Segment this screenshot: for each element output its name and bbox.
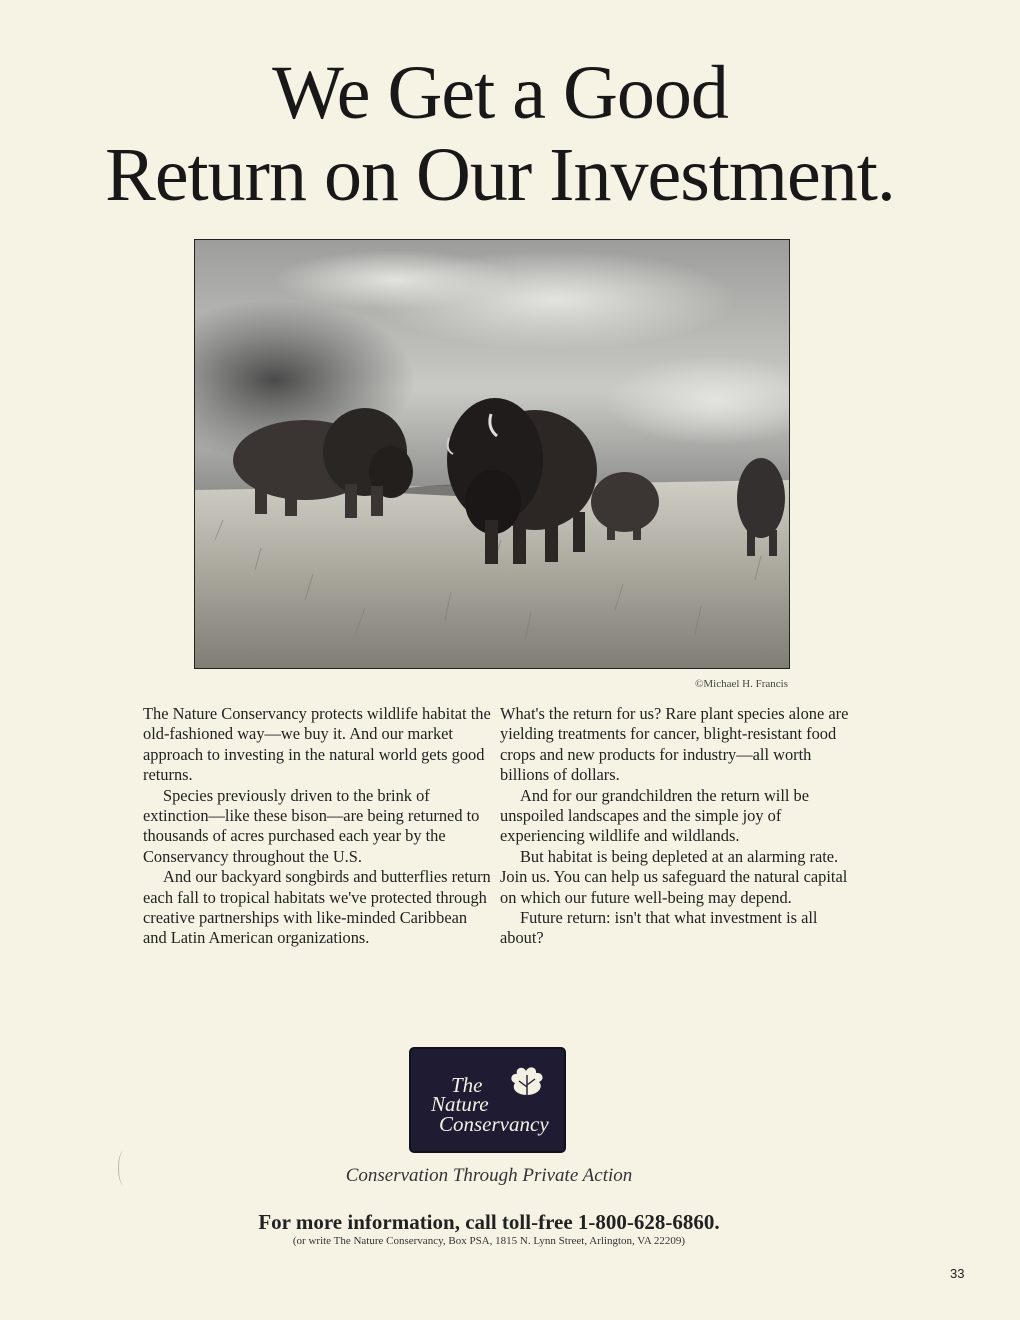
logo-line-conservancy: Conservancy — [439, 1112, 549, 1136]
contact-line: For more information, call toll-free 1-800-628-6860. — [258, 1210, 720, 1234]
body-column-right — [500, 704, 850, 949]
oak-leaf-icon — [507, 1065, 547, 1109]
bison-photo — [194, 239, 790, 669]
page-number: 33 — [950, 1266, 965, 1281]
margin-mark — [118, 1151, 129, 1185]
body-paragraph: What's the return for us? Rare plant species alone are yielding treatments for cancer, blight-resistant food crops and new products for industry—all worth billions of dollars. — [500, 704, 849, 785]
tagline: Conservation Through Private Action — [345, 1165, 633, 1186]
headline-line-1: We Get a Good — [272, 51, 728, 135]
nature-conservancy-logo — [409, 1047, 566, 1153]
body-paragraph: Future return: isn't that what investment is all about? — [500, 908, 818, 948]
body-column-left — [143, 704, 493, 949]
mailing-address: (or write The Nature Conservancy, Box PSA, 1815 N. Lynn Street, Arlington, VA 22209) — [292, 1235, 686, 1247]
body-paragraph: But habitat is being depleted at an alarming rate. Join us. You can help us safeguard the natural capital on which our future well-being may depend. — [500, 846, 848, 907]
body-paragraph: And our backyard songbirds and butterflies return each fall to tropical habitats we've protected through creative partnerships with like-minded Caribbean and Latin American organizations. — [143, 867, 491, 948]
logo-line-the: The — [451, 1073, 483, 1097]
headline-line-2: Return on Our Investment. — [105, 133, 895, 217]
body-paragraph: Species previously driven to the brink of extinction—like these bison—are being returned to thousands of acres purchased each year by the Conservancy throughout the U.S. — [143, 785, 480, 866]
photo-credit: ©Michael H. Francis — [695, 678, 788, 690]
bison-photo-illustration — [195, 240, 789, 668]
body-paragraph: And for our grandchildren the return will be unspoiled landscapes and the simple joy of experiencing wildlife and wildlands. — [500, 785, 810, 846]
logo-line-nature: Nature — [431, 1092, 489, 1116]
headline — [0, 52, 1000, 216]
body-paragraph: The Nature Conservancy protects wildlife habitat the old-fashioned way—we buy it. And our market approach to investing in the natural world gets good returns. — [143, 704, 491, 785]
